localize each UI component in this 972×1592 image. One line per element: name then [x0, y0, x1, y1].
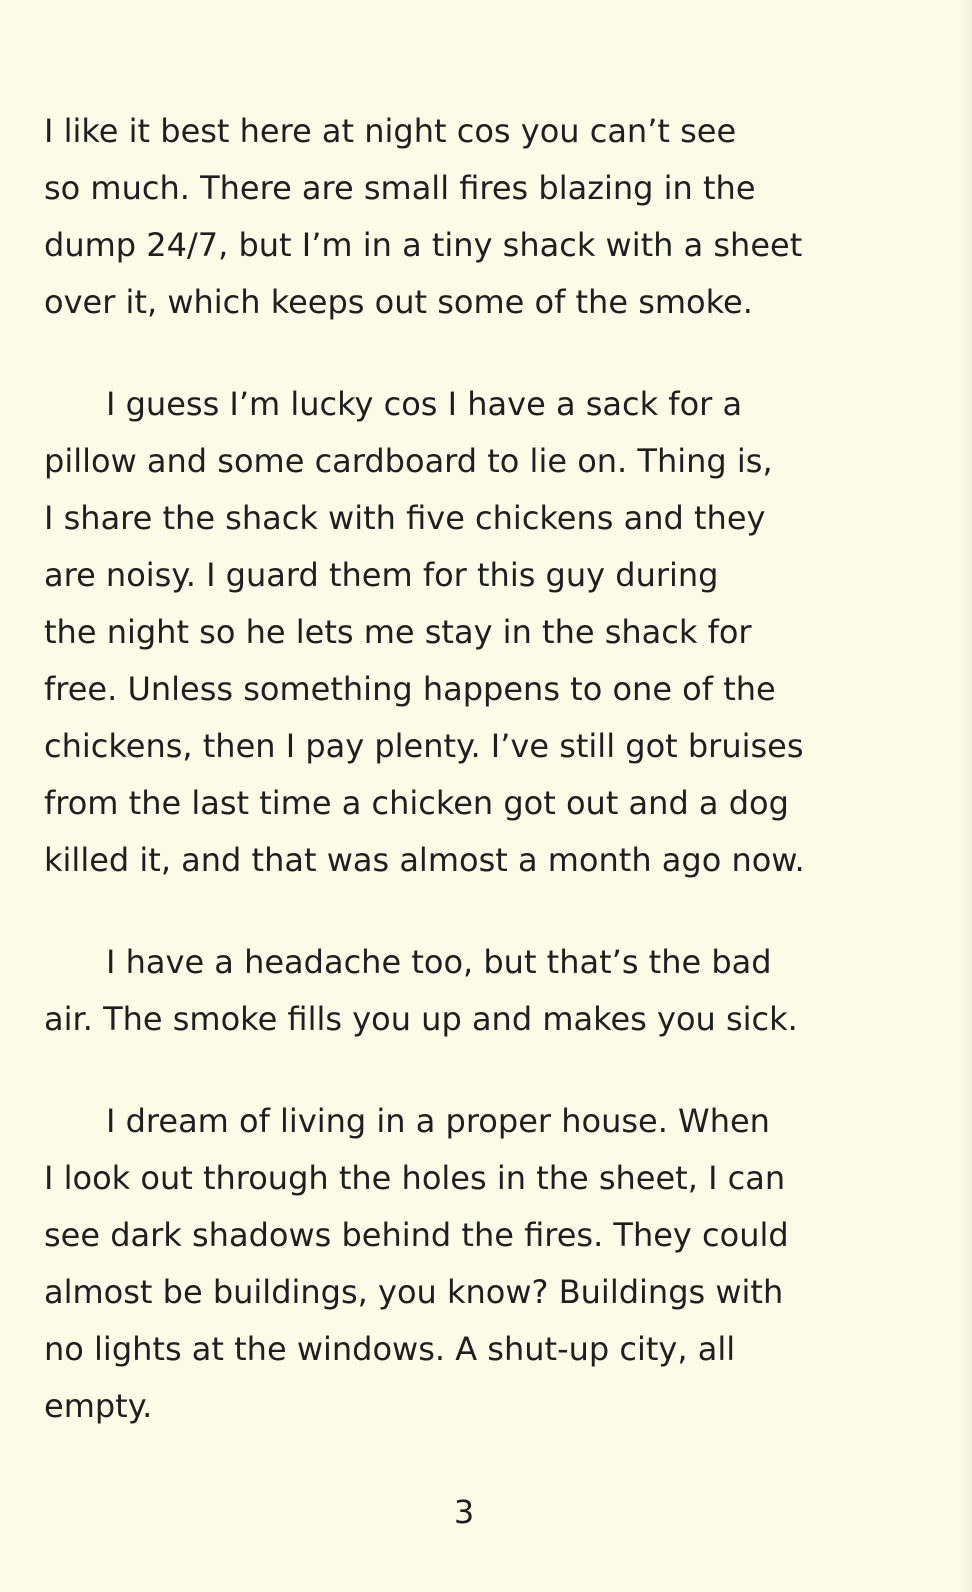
text-line: I share the shack with five chickens and they [44, 499, 766, 537]
text-line: I like it best here at night cos you can’t see [44, 112, 737, 150]
text-line: the night so he lets me stay in the shack for [44, 613, 752, 651]
text-line: pillow and some cardboard to lie on. Thing is, [44, 442, 773, 480]
story-text [44, 103, 924, 1435]
text-line: I look out through the holes in the sheet, I can [44, 1159, 786, 1197]
text-line: over it, which keeps out some of the smoke. [44, 283, 753, 321]
text-line: so much. There are small fires blazing in the [44, 169, 756, 207]
text-line: air. The smoke fills you up and makes you sick. [44, 1000, 798, 1038]
text-line: killed it, and that was almost a month ago now. [44, 841, 805, 879]
page-number: 3 [453, 1493, 475, 1531]
text-line: no lights at the windows. A shut-up city, all [44, 1330, 736, 1368]
text-line: dump 24/7, but I’m in a tiny shack with a sheet [44, 226, 803, 264]
text-line: free. Unless something happens to one of the [44, 670, 776, 708]
text-line: I guess I’m lucky cos I have a sack for a [106, 385, 743, 423]
text-line: are noisy. I guard them for this guy during [44, 556, 719, 594]
text-line: see dark shadows behind the fires. They could [44, 1216, 789, 1254]
page-edge-shade [960, 0, 972, 1592]
paragraph-gap [44, 889, 924, 934]
text-line: from the last time a chicken got out and a dog [44, 784, 789, 822]
text-line: almost be buildings, you know? Buildings with [44, 1273, 784, 1311]
text-line: I have a headache too, but that’s the bad [106, 943, 772, 981]
text-line: chickens, then I pay plenty. I’ve still got bruises [44, 727, 804, 765]
paragraph-gap [44, 331, 924, 376]
paragraph-2 [44, 376, 924, 889]
text-line: empty. [44, 1387, 153, 1425]
paragraph-3 [44, 934, 924, 1048]
paragraph-1 [44, 103, 924, 331]
paragraph-4 [44, 1093, 924, 1435]
paragraph-gap [44, 1048, 924, 1093]
text-line: I dream of living in a proper house. When [106, 1102, 770, 1140]
